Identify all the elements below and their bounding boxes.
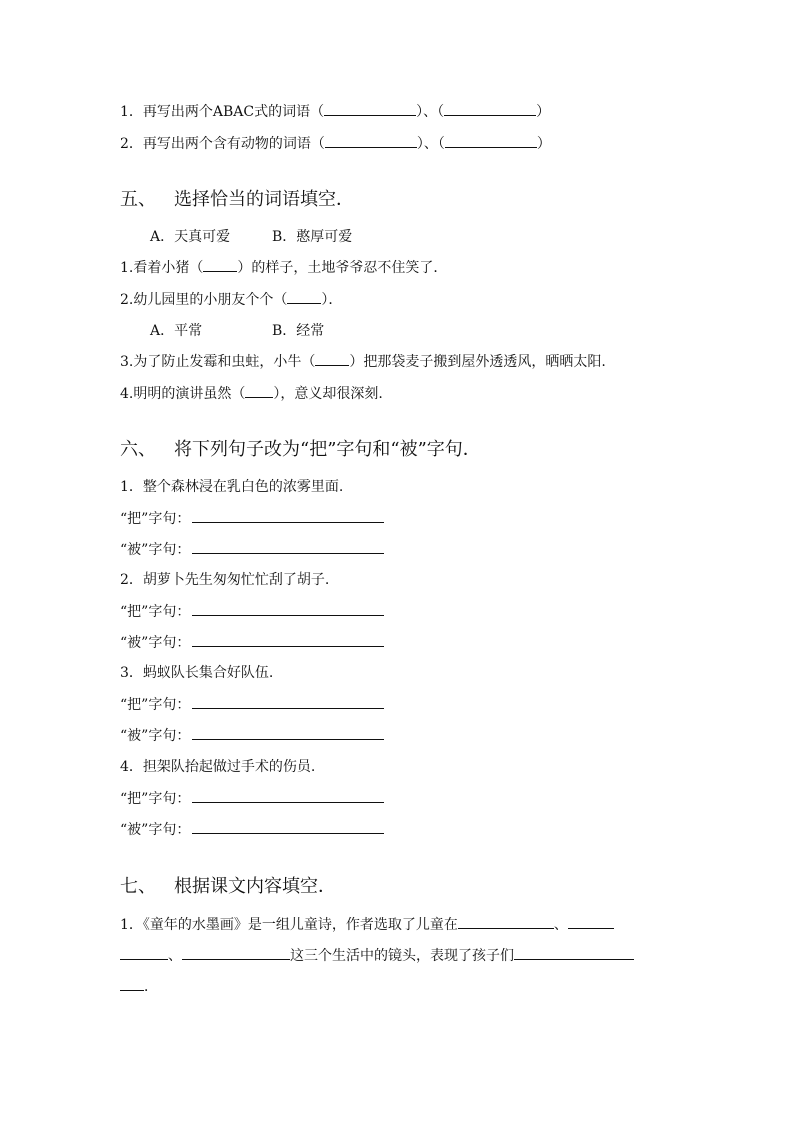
blank-input[interactable] (325, 135, 417, 148)
part6-sentence-2: 2．胡萝卜先生匆匆忙忙刮了胡子. (120, 572, 330, 588)
answer-line[interactable] (192, 726, 384, 740)
answer-line[interactable] (192, 540, 384, 554)
ba-answer-row: “把”字句： (120, 602, 384, 621)
part7-question-1-line-2: 、 这三个生活中的镜头，表现了孩子们 (120, 947, 634, 965)
answer-line[interactable] (192, 820, 384, 834)
blank-input[interactable] (120, 947, 168, 960)
bei-answer-row: “被”字句： (120, 726, 384, 745)
option-b2: B．经常 (272, 323, 325, 339)
blank-input[interactable] (120, 978, 144, 991)
option-a2: A．平常 (150, 323, 203, 339)
answer-line[interactable] (192, 695, 384, 709)
part5-question-1: 1.看着小猪（ ）的样子，土地爷爷忍不住笑了． (120, 260, 448, 276)
blank-input[interactable] (245, 385, 273, 398)
part6-sentence-4: 4．担架队抬起做过手术的伤员. (120, 759, 316, 775)
blank-input[interactable] (445, 135, 537, 148)
blank-input[interactable] (287, 291, 321, 304)
part6-sentence-1: 1．整个森林浸在乳白色的浓雾里面. (120, 479, 344, 495)
answer-line[interactable] (192, 602, 384, 616)
blank-input[interactable] (315, 353, 349, 366)
ba-answer-row: “把”字句： (120, 695, 384, 714)
answer-line[interactable] (192, 789, 384, 803)
ba-answer-row: “把”字句： (120, 789, 384, 808)
option-a1: A．天真可爱 (150, 229, 231, 245)
section-heading-6: 六、 将下列句子改为“把”字句和“被”字句． (120, 439, 481, 460)
ba-answer-row: “把”字句： (120, 509, 384, 528)
section-heading-7: 七、 根据课文内容填空． (120, 876, 336, 897)
part5-question-3: 3.为了防止发霉和虫蛀，小牛（ ）把那袋麦子搬到屋外透透风，晒晒太阳. (120, 354, 606, 370)
part7-question-1-line-1: 1．《童年的水墨画》是一组儿童诗，作者选取了儿童在 、 (120, 916, 614, 934)
part7-question-1-line-3: ． (120, 978, 158, 996)
answer-line[interactable] (192, 633, 384, 647)
blank-input[interactable] (182, 947, 290, 960)
bei-answer-row: “被”字句： (120, 633, 384, 652)
part4-question-1: 1．再写出两个ABAC式的词语（ ）、（ ） (120, 104, 551, 120)
blank-input[interactable] (458, 916, 554, 929)
blank-input[interactable] (514, 947, 634, 960)
blank-input[interactable] (203, 259, 237, 272)
answer-line[interactable] (192, 509, 384, 523)
part6-sentence-3: 3．蚂蚁队长集合好队伍. (120, 665, 274, 681)
section-heading-5: 五、 选择恰当的词语填空． (120, 189, 354, 210)
blank-input[interactable] (444, 103, 536, 116)
bei-answer-row: “被”字句： (120, 540, 384, 559)
blank-input[interactable] (568, 916, 614, 929)
bei-answer-row: “被”字句： (120, 820, 384, 839)
part4-question-2: 2．再写出两个含有动物的词语（ ）、（ ） (120, 136, 551, 152)
option-b1: B．憨厚可爱 (272, 229, 353, 245)
part5-question-4: 4.明明的演讲虽然（ ），意义却很深刻. (120, 386, 383, 402)
part5-question-2: 2.幼儿园里的小朋友个个（ ）． (120, 292, 343, 308)
blank-input[interactable] (324, 103, 416, 116)
